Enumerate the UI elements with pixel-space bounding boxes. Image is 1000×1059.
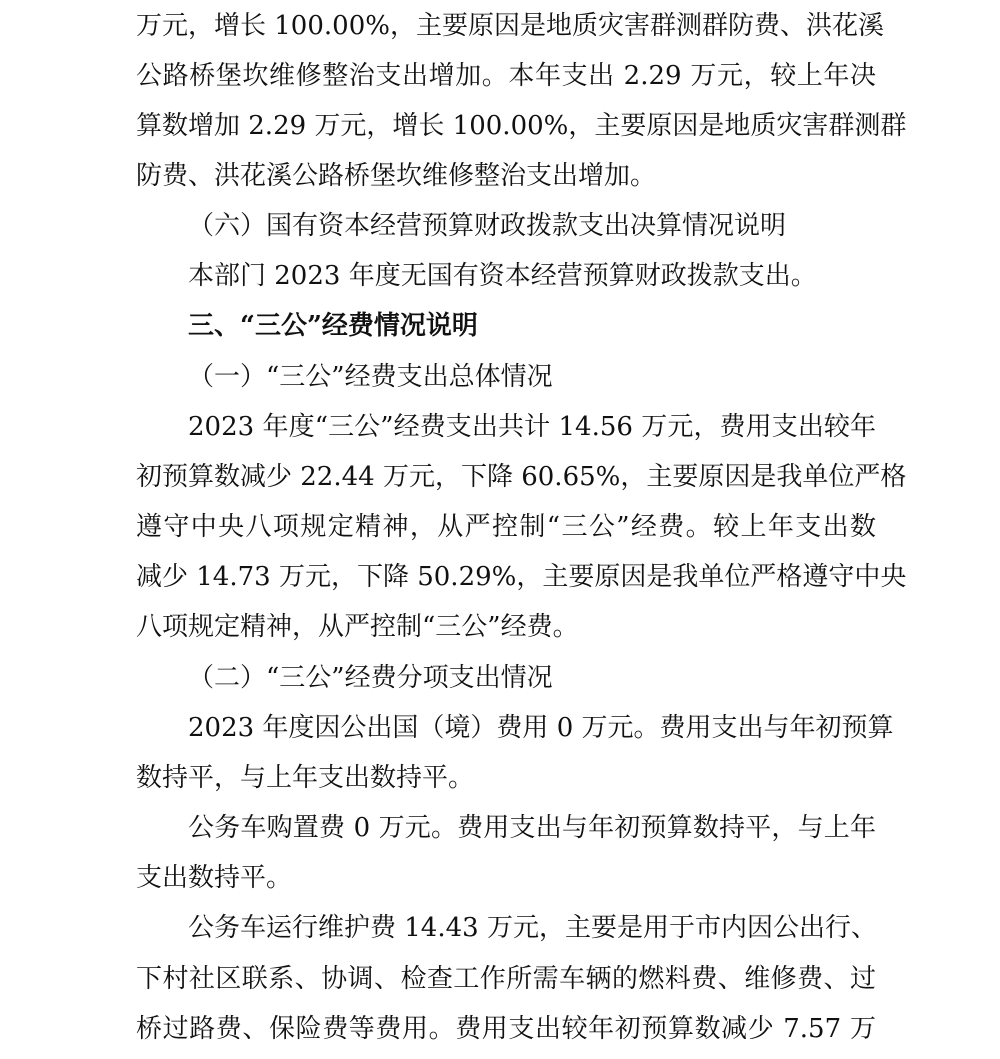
paragraph-line: 遵守中央八项规定精神，从严控制“三公”经费。较上年支出数 bbox=[136, 512, 876, 542]
subsection-heading-2: （二）“三公”经费分项支出情况 bbox=[188, 663, 553, 693]
paragraph-line: 数持平，与上年支出数持平。 bbox=[136, 763, 475, 793]
paragraph-line: 2023 年度“三公”经费支出共计 14.56 万元，费用支出较年 bbox=[188, 412, 876, 442]
paragraph-line: 八项规定精神，从严控制“三公”经费。 bbox=[136, 612, 579, 642]
subsection-heading-1: （一）“三公”经费支出总体情况 bbox=[188, 362, 553, 392]
paragraph-line: 公务车购置费 0 万元。费用支出与年初预算数持平，与上年 bbox=[188, 813, 876, 843]
paragraph-line: 算数增加 2.29 万元，增长 100.00%，主要原因是地质灾害群测群 bbox=[136, 111, 907, 141]
paragraph-line: 初预算数减少 22.44 万元，下降 60.65%，主要原因是我单位严格 bbox=[136, 462, 907, 492]
paragraph-line: 桥过路费、保险费等费用。费用支出较年初预算数减少 7.57 万 bbox=[136, 1014, 876, 1044]
paragraph-line: 公务车运行维护费 14.43 万元，主要是用于市内因公出行、 bbox=[188, 913, 877, 943]
paragraph-line: 2023 年度因公出国（境）费用 0 万元。费用支出与年初预算 bbox=[188, 713, 894, 743]
paragraph-line: 减少 14.73 万元，下降 50.29%，主要原因是我单位严格遵守中央 bbox=[136, 562, 907, 592]
paragraph-line: 防费、洪花溪公路桥堡坎维修整治支出增加。 bbox=[136, 161, 657, 191]
paragraph-line: 本部门 2023 年度无国有资本经营预算财政拨款支出。 bbox=[188, 261, 817, 291]
paragraph-line: 支出数持平。 bbox=[136, 863, 293, 893]
paragraph-line: 下村社区联系、协调、检查工作所需车辆的燃料费、维修费、过 bbox=[136, 964, 876, 994]
paragraph-line: 万元，增长 100.00%，主要原因是地质灾害群测群防费、洪花溪 bbox=[136, 11, 884, 41]
paragraph-line: 公路桥堡坎维修整治支出增加。本年支出 2.29 万元，较上年决 bbox=[136, 61, 876, 91]
section-heading-6: （六）国有资本经营预算财政拨款支出决算情况说明 bbox=[188, 211, 787, 241]
section-heading-3: 三、“三公”经费情况说明 bbox=[188, 311, 478, 341]
